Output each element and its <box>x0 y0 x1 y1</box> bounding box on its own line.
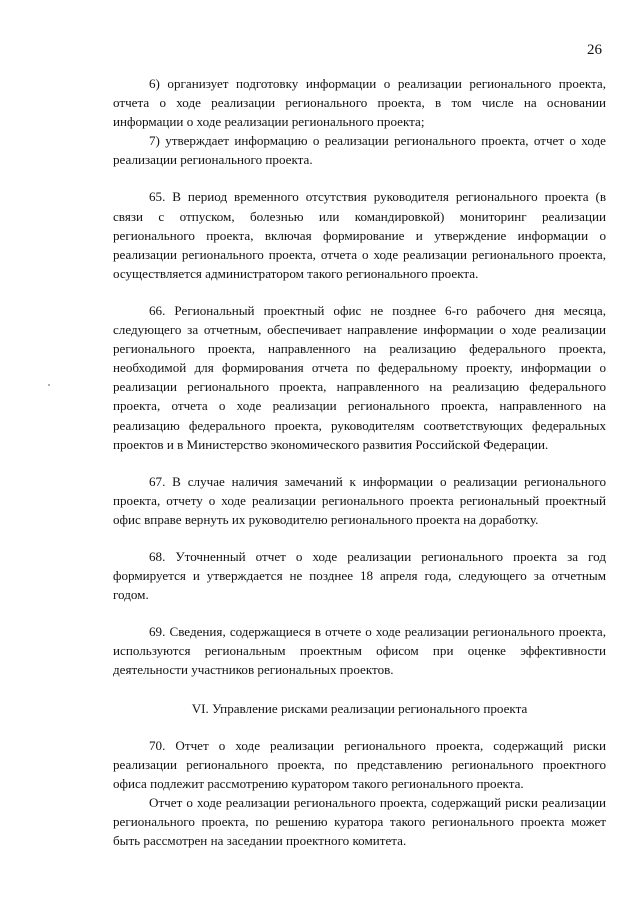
document-body <box>113 74 606 850</box>
paragraph-item-6: 6) организует подготовку информации о реализации регионального проекта, отчета о ходе реализации регионального проекта, в том числе на основании информации о ходе реализации регионального проекта; <box>113 76 606 130</box>
paragraph-70: 70. Отчет о ходе реализации регионального проекта, содержащий риски реализации регионального проекта, по представлению регионального проектного офиса подлежит рассмотрению куратором такого регионального проекта. <box>113 737 606 791</box>
paragraph-70-continued: Отчет о ходе реализации регионального проекта, содержащий риски реализации регионального проекта, по решению куратора такого регионального проекта может быть рассмотрен на заседании проектного комитета. <box>113 794 606 849</box>
paragraph-item-7: 7) утверждает информацию о реализации регионального проекта, отчет о ходе реализации регионального проекта. <box>113 133 606 168</box>
page-number: 26 <box>587 42 602 58</box>
paragraph-65: 65. В период временного отсутствия руководителя регионального проекта (в связи с отпуском, болезнью или командировкой) мониторинг реализации регионального проекта, включая формирование и утверждение информации о реализации регионального проекта, отчета о ходе реализации регионального проекта, осуществляется администратором такого регионального проекта. <box>113 189 606 281</box>
scan-speck <box>48 384 50 386</box>
paragraph-69: 69. Сведения, содержащиеся в отчете о ходе реализации регионального проекта, используются региональным проектным офисом при оценке эффективности деятельности участников региональных проектов. <box>113 624 606 678</box>
paragraph-67: 67. В случае наличия замечаний к информации о реализации регионального проекта, отчету о ходе реализации регионального проекта региональный проектный офис вправе вернуть их руководителю регионального проекта на доработку. <box>113 473 606 527</box>
paragraph-68: 68. Уточненный отчет о ходе реализации регионального проекта за год формируется и утверждается не позднее 18 апреля года, следующего за отчетным годом. <box>113 548 606 603</box>
section-heading: VI. Управление рисками реализации регионального проекта <box>191 700 528 716</box>
paragraph-66: 66. Региональный проектный офис не позднее 6-го рабочего дня месяца, следующего за отчетным, обеспечивает направление информации о ходе реализации регионального проекта, направленного на реализацию федерального проекта, необходимой для формирования отчета по федеральному проекту, информации о реализации регионального проекта, направленного на реализацию федерального проекта, отчета о ходе реализации регионального проекта, направленного на реализацию федерального проекта, руководителям соответствующих федеральных проектов и в Министерство экономического развития Российской Федерации. <box>113 302 606 452</box>
